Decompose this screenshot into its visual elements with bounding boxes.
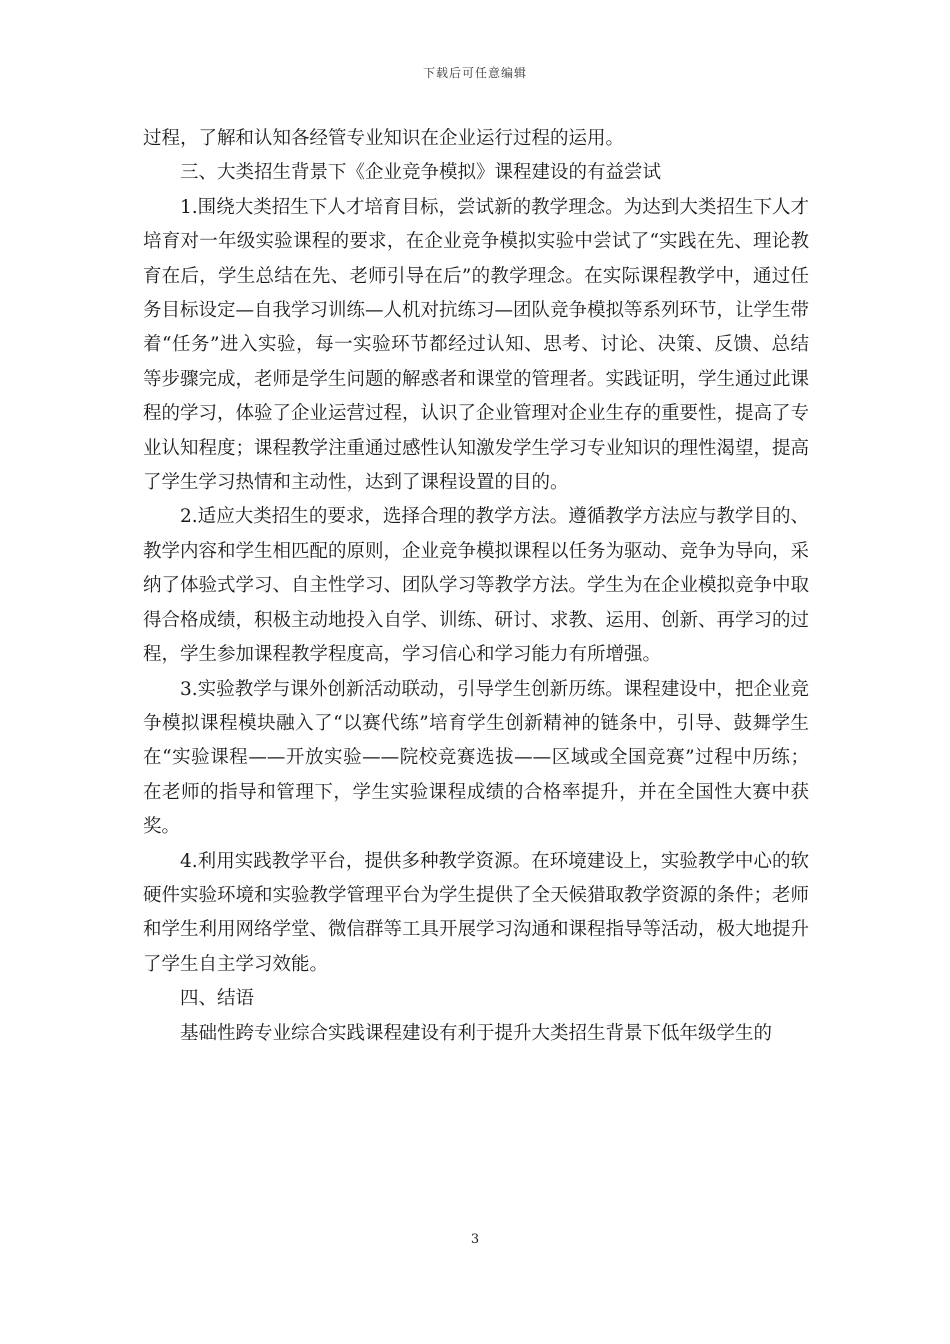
section-heading: 三、大类招生背景下《企业竞争模拟》课程建设的有益尝试 [180,162,662,184]
section-heading: 四、结语 [180,988,255,1010]
document-body [143,122,809,1051]
paragraph: 4.利用实践教学平台，提供多种教学资源。在环境建设上，实验教学中心的软硬件实验环境和实验教学管理平台为学生提供了全天候猎取教学资源的条件；老师和学生利用网络学堂、微信群等工具开展学习沟通和课程指导等活动，极大地提升了学生自主学习效能。 [143,850,810,975]
paragraph: 基础性跨专业综合实践课程建设有利于提升大类招生背景下低年级学生的 [180,1022,773,1044]
paragraph: 3.实验教学与课外创新活动联动，引导学生创新历练。课程建设中，把企业竞争模拟课程模块融入了“以赛代练”培育学生创新精神的链条中，引导、鼓舞学生在“实验课程——开放实验——院校竞赛选拔——区域或全国竞赛”过程中历练；在老师的指导和管理下，学生实验课程成绩的合格率提升，并在全国性大赛中获奖。 [143,678,809,838]
page-header: 下载后可任意编辑 [422,66,527,80]
paragraph: 1.围绕大类招生下人才培育目标，尝试新的教学理念。为达到大类招生下人才培育对一年级实验课程的要求，在企业竞争模拟实验中尝试了“实践在先、理论教育在后，学生总结在先、老师引导在后”的教学理念。在实际课程教学中，通过任务目标设定—自我学习训练—人机对抗练习—团队竞争模拟等系列环节，让学生带着“任务”进入实验，每一实验环节都经过认知、思考、讨论、决策、反馈、总结等步骤完成，老师是学生问题的解惑者和课堂的管理者。实践证明，学生通过此课程的学习，体验了企业运营过程，认识了企业管理对企业生存的重要性，提高了专业认知程度；课程教学注重通过感性认知激发学生学习专业知识的理性渴望，提高了学生学习热情和主动性，达到了课程设置的目的。 [143,196,810,494]
paragraph: 2.适应大类招生的要求，选择合理的教学方法。遵循教学方法应与教学目的、教学内容和学生相匹配的原则，企业竞争模拟课程以任务为驱动、竞争为导向，采纳了体验式学习、自主性学习、团队学习等教学方法。学生为在企业模拟竞争中取得合格成绩，积极主动地投入自学、训练、研讨、求教、运用、创新、再学习的过程，学生参加课程教学程度高，学习信心和学习能力有所增强。 [143,506,810,666]
page-number: 3 [470,1232,480,1247]
paragraph: 过程，了解和认知各经管专业知识在企业运行过程的运用。 [143,128,625,149]
